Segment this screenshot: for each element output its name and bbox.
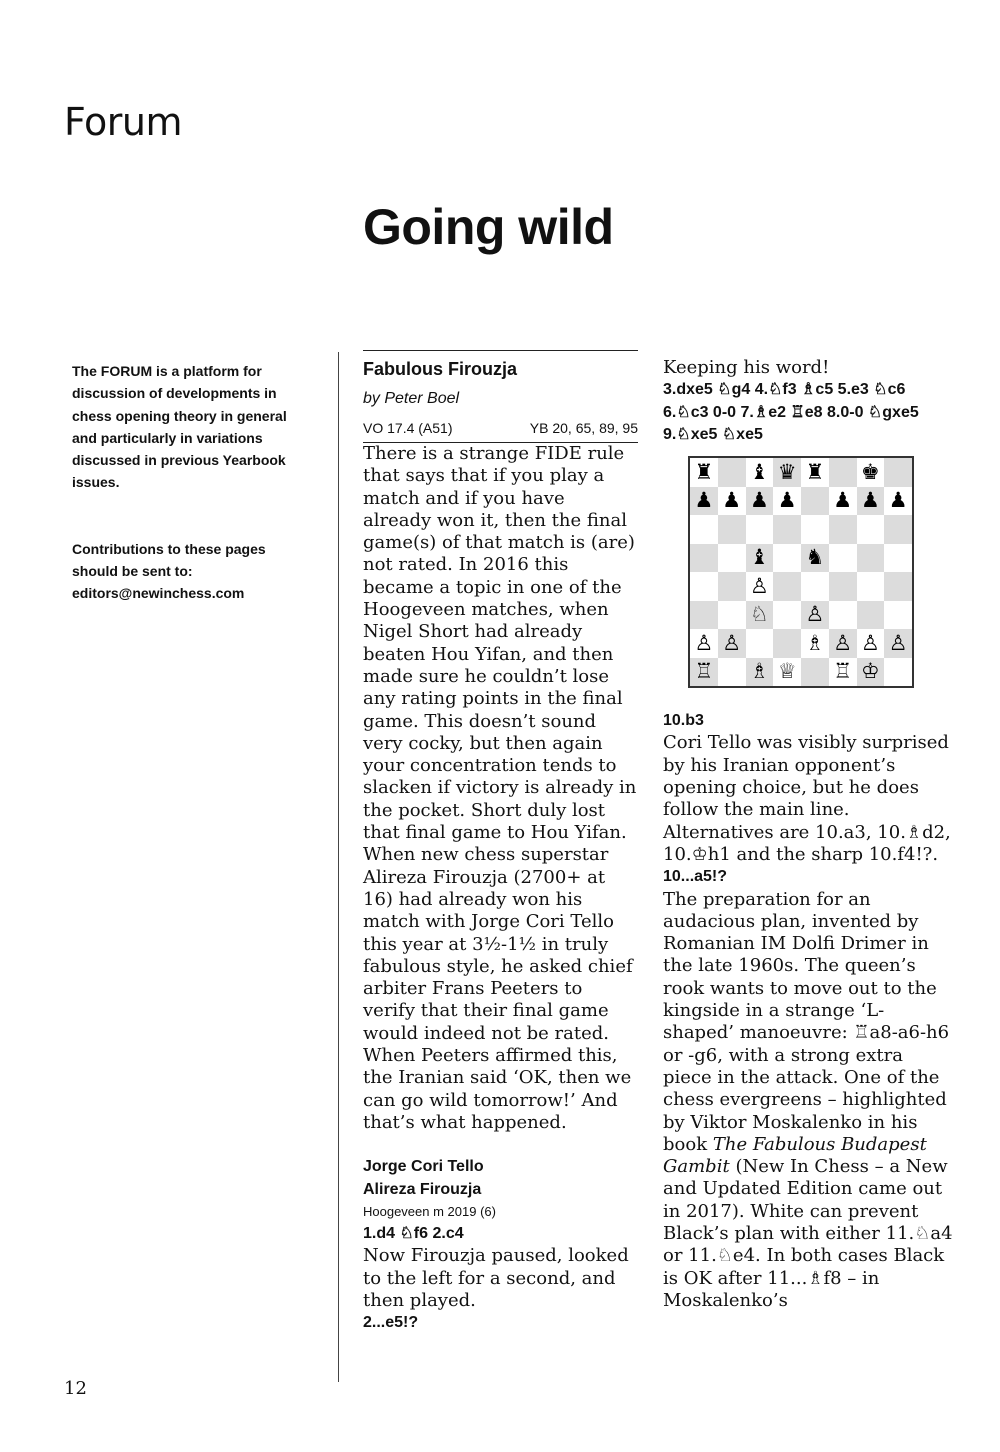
- board-square-a7: ♟: [690, 487, 718, 516]
- forum-sidebar: [72, 360, 312, 605]
- forum-intro: The FORUM is a platform for discussion of developments in chess opening theory in general and particularly in variations discussed in previous Yearbook issues.: [72, 363, 287, 491]
- board-square-b8: [718, 458, 746, 487]
- board-square-d2: [773, 629, 801, 658]
- board-square-g7: ♟: [857, 487, 885, 516]
- board-square-g1: ♔: [857, 658, 885, 687]
- board-square-h3: [884, 601, 912, 630]
- board-square-g2: ♙: [857, 629, 885, 658]
- board-square-e7: [801, 487, 829, 516]
- black-player: Alireza Firouzja: [363, 1180, 482, 1198]
- board-square-b3: [718, 601, 746, 630]
- article-column-right: [663, 357, 953, 1312]
- board-square-a4: [690, 572, 718, 601]
- board-square-f5: [829, 544, 857, 573]
- board-square-f7: ♟: [829, 487, 857, 516]
- board-square-a6: [690, 515, 718, 544]
- move-line-1: 1.d4 ♘f6 2.c4: [363, 1225, 464, 1243]
- board-square-h4: [884, 572, 912, 601]
- article-title: Fabulous Firouzja: [363, 359, 518, 379]
- board-square-c2: [746, 629, 774, 658]
- header-rule-top: [363, 350, 638, 351]
- board-square-e2: ♗: [801, 629, 829, 658]
- page-number: 12: [64, 1378, 87, 1399]
- move-line-3: 3.dxe5 ♘g4 4.♘f3 ♗c5 5.e3 ♘c6 6.♘c3 0-0 7.♗e2 ♖e8 8.0-0 ♘gxe5 9.♘xe5 ♘xe5: [663, 381, 919, 443]
- chess-diagram: [688, 456, 914, 688]
- board-square-h8: [884, 458, 912, 487]
- board-square-e6: [801, 515, 829, 544]
- board-square-g5: [857, 544, 885, 573]
- board-square-c7: ♟: [746, 487, 774, 516]
- board-square-b2: ♙: [718, 629, 746, 658]
- board-square-c5: ♝: [746, 544, 774, 573]
- board-square-e8: ♜: [801, 458, 829, 487]
- column-divider: [338, 352, 339, 1382]
- annotation-4-part-1: The preparation for an audacious plan, invented by Romanian IM Dolfi Drimer in the late 1960s. The queen’s rook wants to move out to the kingside in a strange ‘L-shaped’ manoeuvre: ♖a8-a6-h6 or -g6, with a strong extra piece in the attack. One of the chess evergreens – highlighted by Viktor Moskalenko in his book: [663, 888, 950, 1155]
- board-square-e1: [801, 658, 829, 687]
- board-square-f3: [829, 601, 857, 630]
- board-square-h2: ♙: [884, 629, 912, 658]
- board-square-a3: [690, 601, 718, 630]
- board-square-a5: [690, 544, 718, 573]
- article-column-left: [363, 350, 638, 1335]
- board-square-h5: [884, 544, 912, 573]
- book-title: The Fabulous Budapest Gambit: [663, 1133, 927, 1178]
- board-square-d3: [773, 601, 801, 630]
- annotation-4-part-2: (New In Chess – a New and Updated Edition came out in 2017). White can prevent Black’s plan with either 11.♘a4 or 11.♘e4. In both cases Black is OK after 11...♗f8 – in Moskalenko’s: [663, 1156, 953, 1311]
- white-player: Jorge Cori Tello: [363, 1158, 484, 1176]
- board-square-e3: ♙: [801, 601, 829, 630]
- annotation-2: Keeping his word!: [663, 357, 830, 378]
- board-square-e5: ♞: [801, 544, 829, 573]
- board-square-f4: [829, 572, 857, 601]
- board-square-c6: [746, 515, 774, 544]
- reference-vo: VO 17.4 (A51): [363, 420, 453, 436]
- annotation-3: Cori Tello was visibly surprised by his Iranian opponent’s opening choice, but he does follow the main line. Alternatives are 10.a3, 10.♗d2, 10.♔h1 and the sharp 10.f4!?.: [663, 732, 951, 865]
- contributions-note: Contributions to these pages should be sent to: editors@newinchess.com: [72, 540, 266, 602]
- board-square-b1: [718, 658, 746, 687]
- board-square-b6: [718, 515, 746, 544]
- board-square-d8: ♛: [773, 458, 801, 487]
- move-line-5: 10...a5!?: [663, 868, 728, 886]
- game-event: Hoogeveen m 2019 (6): [363, 1203, 496, 1219]
- article-references: [363, 417, 638, 442]
- board-square-b4: [718, 572, 746, 601]
- annotation-4: [663, 889, 953, 1313]
- board-square-d6: [773, 515, 801, 544]
- board-square-a2: ♙: [690, 629, 718, 658]
- board-square-e4: [801, 572, 829, 601]
- board-square-d7: ♟: [773, 487, 801, 516]
- intro-paragraph: There is a strange FIDE rule that says that if you play a match and if you have already won it, then the final game(s) of that match is (are) not rated. In 2016 this became a topic in one of the Hoogeveen matches, when Nigel Short had already beaten Hou Yifan, and then made sure he couldn’t lose any rating points in the final game. This doesn’t sound very cocky, but then again your concentration tends to slacken if victory is already in the pocket. Short duly lost that final game to Hou Yifan. When new chess superstar Alireza Firouzja (2700+ at 16) had already won his match with Jorge Cori Tello this year at 3½-1½ in truly fabulous style, he asked chief arbiter Frans Peeters to verify that their final game would indeed not be rated. When Peeters affirmed this, the Iranian said ‘OK, then we can go wild tomorrow!’ And that’s what happened.: [363, 443, 637, 1133]
- board-square-a1: ♖: [690, 658, 718, 687]
- annotation-1: Now Firouzja paused, looked to the left for a second, and then played.: [363, 1245, 629, 1311]
- board-square-a8: ♜: [690, 458, 718, 487]
- board-square-b5: [718, 544, 746, 573]
- board-square-g8: ♚: [857, 458, 885, 487]
- board-square-c4: ♙: [746, 572, 774, 601]
- board-square-b7: ♟: [718, 487, 746, 516]
- section-title: Forum: [64, 100, 182, 144]
- board-square-f2: ♙: [829, 629, 857, 658]
- board-square-g6: [857, 515, 885, 544]
- board-square-g4: [857, 572, 885, 601]
- reference-yb: YB 20, 65, 89, 95: [529, 420, 638, 436]
- article-byline: by Peter Boel: [363, 390, 460, 407]
- board-square-f8: [829, 458, 857, 487]
- move-line-2: 2...e5!?: [363, 1314, 419, 1332]
- board-square-f1: ♖: [829, 658, 857, 687]
- board-square-c3: ♘: [746, 601, 774, 630]
- board-square-d5: [773, 544, 801, 573]
- board-square-g3: [857, 601, 885, 630]
- board-square-d4: [773, 572, 801, 601]
- game-players: [363, 1156, 638, 1201]
- board-square-c8: ♝: [746, 458, 774, 487]
- board-square-d1: ♕: [773, 658, 801, 687]
- board-square-f6: [829, 515, 857, 544]
- page-title: Going wild: [363, 199, 614, 255]
- board-square-h6: [884, 515, 912, 544]
- board-square-h7: ♟: [884, 487, 912, 516]
- board-square-c1: ♗: [746, 658, 774, 687]
- move-line-4: 10.b3: [663, 712, 704, 730]
- board-square-h1: [884, 658, 912, 687]
